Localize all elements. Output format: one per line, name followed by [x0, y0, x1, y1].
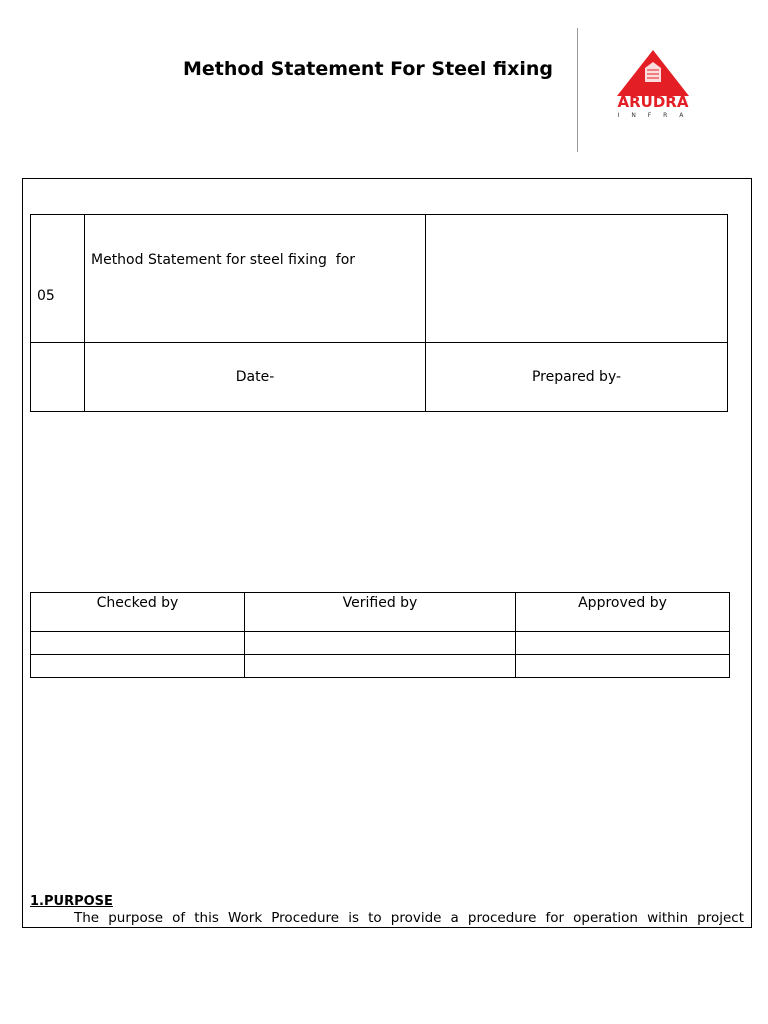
- signoff-cell: [31, 655, 245, 678]
- checked-by-header: Checked by: [31, 593, 245, 632]
- signoff-table: [30, 592, 730, 678]
- header-divider: [577, 28, 578, 152]
- prepared-by-cell: Prepared by-: [426, 343, 728, 412]
- section-paragraph: The purpose of this Work Procedure is to provide a procedure for operation within project: [74, 910, 744, 926]
- signoff-cell: [245, 632, 516, 655]
- signoff-cell: [516, 632, 730, 655]
- date-cell: Date-: [85, 343, 426, 412]
- signoff-cell: [516, 655, 730, 678]
- document-number-cell: [31, 215, 85, 343]
- blank-cell: [426, 215, 728, 343]
- approved-by-header: Approved by: [516, 593, 730, 632]
- svg-text:ARUDRA: ARUDRA: [617, 93, 689, 111]
- blank-number-cell: [31, 343, 85, 412]
- document-title: Method Statement For Steel fixing: [183, 58, 554, 80]
- arudra-logo-graphic: [595, 40, 710, 125]
- company-logo: [595, 40, 710, 125]
- signoff-cell: [31, 632, 245, 655]
- section-heading: 1.PURPOSE: [30, 894, 113, 909]
- document-number: 05: [37, 288, 55, 304]
- signoff-cell: [245, 655, 516, 678]
- verified-by-header: Verified by: [245, 593, 516, 632]
- svg-text:I N F R A: I N F R A: [617, 112, 689, 119]
- document-info-table: [30, 214, 728, 412]
- description-cell: [85, 215, 426, 343]
- document-description: Method Statement for steel fixing for: [91, 252, 356, 268]
